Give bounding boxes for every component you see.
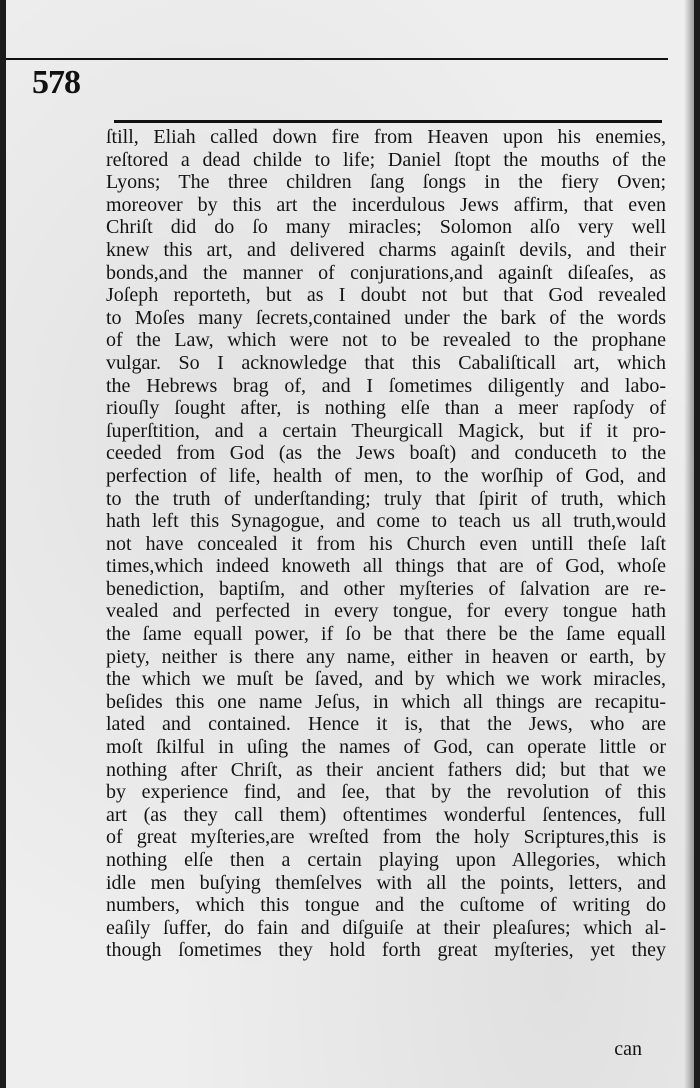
text-line: lated and contained. Hence it is, that the Jews, who are — [106, 713, 666, 736]
page-edge-shadow — [684, 0, 694, 1088]
text-line: nothing after Chriſt, as their ancient fathers did; but that we — [106, 758, 666, 781]
text-line: vealed and perfected in every tongue, for every tongue hath — [106, 600, 666, 623]
text-line: nothing elſe then a certain playing upon Allegories, which — [106, 849, 666, 871]
text-line: to the truth of underſtanding; truly that ſpirit of truth, which — [106, 487, 666, 510]
text-line: ſuperſtition, and a certain Theurgicall Magick, but if it pro- — [106, 419, 666, 442]
text-line: hath left this Synagogue, and come to teach us all truth,would — [106, 510, 666, 533]
text-line: Chriſt did do ſo many miracles; Solomon alſo very well — [106, 216, 666, 239]
text-line: though ſometimes they hold forth great myſteries, yet they — [106, 939, 666, 962]
text-line: moſt ſkilful in uſing the names of God, can operate little or — [106, 736, 666, 759]
text-line: beſides this one name Jeſus, in which all things are recapitu- — [106, 690, 666, 713]
text-line: ſtill, Eliah called down fire from Heaven upon his enemies, — [106, 126, 666, 148]
book-page — [6, 0, 694, 1088]
text-line: perfection of life, health of men, to the worſhip of God, and — [106, 464, 666, 487]
text-line: Joſeph reporteth, but as I doubt not but that God revealed — [106, 284, 666, 307]
text-line: of great myſteries,are wreſted from the holy Scriptures,this is — [106, 826, 666, 849]
text-line: the Hebrews brag of, and I ſometimes diligently and labo- — [106, 374, 666, 397]
text-line: piety, neither is there any name, either in heaven or earth, by — [106, 645, 666, 668]
text-line: bonds,and the manner of conjurations,and againſt diſeaſes, as — [106, 261, 666, 284]
text-line: the which we muſt be ſaved, and by which we work miracles, — [106, 668, 666, 691]
text-line: not have concealed it from his Church even untill theſe laſt — [106, 532, 666, 555]
text-line: idle men buſying themſelves with all the points, letters, and — [106, 871, 666, 894]
text-line: Lyons; The three children ſang ſongs in the fiery Oven; — [106, 171, 666, 194]
text-line: riouſly ſought after, is nothing elſe than a meer rapſody of — [106, 397, 666, 420]
text-line: times,which indeed knoweth all things that are of God, whoſe — [106, 555, 666, 578]
text-line: art (as they call them) oftentimes wonderful ſentences, full — [106, 803, 666, 826]
text-line: eaſily ſuffer, do fain and diſguiſe at their pleaſures; which al- — [106, 916, 666, 939]
text-line: the ſame equall power, if ſo be that there be the ſame equall — [106, 623, 666, 646]
catchword: can — [614, 1038, 642, 1060]
text-line: of the Law, which were not to be revealed to the prophane — [106, 329, 666, 352]
top-rule — [6, 58, 668, 60]
text-line: ceeded from God (as the Jews boaſt) and conduceth to the — [106, 442, 666, 465]
text-line: numbers, which this tongue and the cuſtome of writing do — [106, 894, 666, 917]
text-line: to Moſes many ſecrets,contained under the bark of the words — [106, 306, 666, 329]
header-rule — [114, 120, 662, 123]
page-number: 578 — [32, 64, 80, 101]
text-line: moreover by this art the incerdulous Jews affirm, that even — [106, 193, 666, 216]
text-line: knew this art, and delivered charms againſt devils, and their — [106, 238, 666, 261]
text-line: vulgar. So I acknowledge that this Cabaliſticall art, which — [106, 351, 666, 374]
text-line: reſtored a dead childe to life; Daniel ſtopt the mouths of the — [106, 148, 666, 171]
text-line: by experience find, and ſee, that by the revolution of this — [106, 781, 666, 804]
body-text — [106, 126, 666, 962]
text-line: benediction, baptiſm, and other myſteries of ſalvation are re- — [106, 577, 666, 600]
